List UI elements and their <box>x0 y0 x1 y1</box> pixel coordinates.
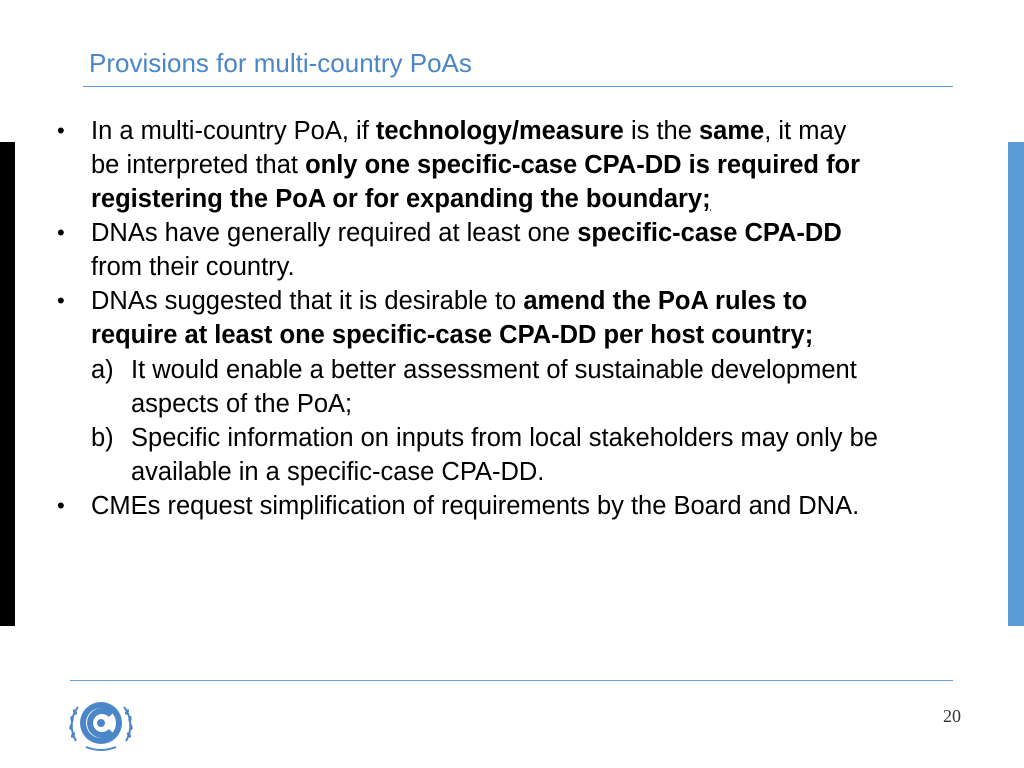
subitem-b-line-1: Specific information on inputs from local stakeholders may only be <box>131 424 878 452</box>
text-segment: be interpreted that <box>91 151 306 179</box>
footer-divider <box>70 680 953 681</box>
text-segment: is the <box>623 117 699 145</box>
bullet-glyph: • <box>57 118 65 143</box>
text-segment: DNAs suggested that it is desirable to <box>91 287 524 315</box>
text-segment: CMEs request simplification of requirements by the Board and DNA. <box>91 492 860 520</box>
bullet-2-line-1 <box>91 216 842 250</box>
bullet-glyph: • <box>57 493 65 518</box>
bold-segment: only one specific-case CPA-DD is required for <box>305 151 861 179</box>
bullet-glyph: • <box>57 288 65 313</box>
bullet-3-line-1 <box>91 284 807 318</box>
slide-title: Provisions for multi-country PoAs <box>89 48 472 78</box>
left-accent-bar <box>0 142 15 626</box>
bold-segment: technology/measure <box>375 117 624 145</box>
bold-segment: same <box>698 117 765 145</box>
subitem-a-line-1: It would enable a better assessment of sustainable development <box>131 356 857 384</box>
unfccc-logo-icon <box>66 697 136 753</box>
subitem-b-line-2: available in a specific-case CPA-DD. <box>131 458 545 486</box>
title-divider <box>83 86 953 87</box>
page-number: 20 <box>943 706 961 726</box>
bold-segment: amend the PoA rules to <box>523 287 808 315</box>
underlined-semicolon: ; <box>702 185 711 213</box>
bold-segment: require at least one specific-case CPA-DD per host country <box>91 321 805 349</box>
bold-segment: registering the PoA or for expanding the boundary <box>91 185 703 213</box>
bullet-glyph: • <box>57 220 65 245</box>
text-segment: DNAs have generally required at least one <box>91 219 578 247</box>
underlined-semicolon: ; <box>804 321 814 349</box>
subitem-marker: b) <box>91 424 114 452</box>
right-accent-bar <box>1008 142 1024 626</box>
bold-segment: specific-case CPA-DD <box>577 219 842 247</box>
bullet-1-line-3 <box>91 182 711 216</box>
text-segment: , it may <box>764 117 847 145</box>
text-segment: In a multi-country PoA, if <box>91 117 376 145</box>
bullet-2-line-2 <box>91 250 295 284</box>
text-segment: from their country. <box>91 253 295 281</box>
bullet-3-line-2 <box>91 318 813 352</box>
subitem-a-line-2: aspects of the PoA; <box>131 390 353 418</box>
bullet-4-line-1 <box>91 489 859 523</box>
bullet-1-line-1 <box>91 114 846 148</box>
subitem-marker: a) <box>91 356 114 384</box>
bullet-1-line-2 <box>91 148 860 182</box>
